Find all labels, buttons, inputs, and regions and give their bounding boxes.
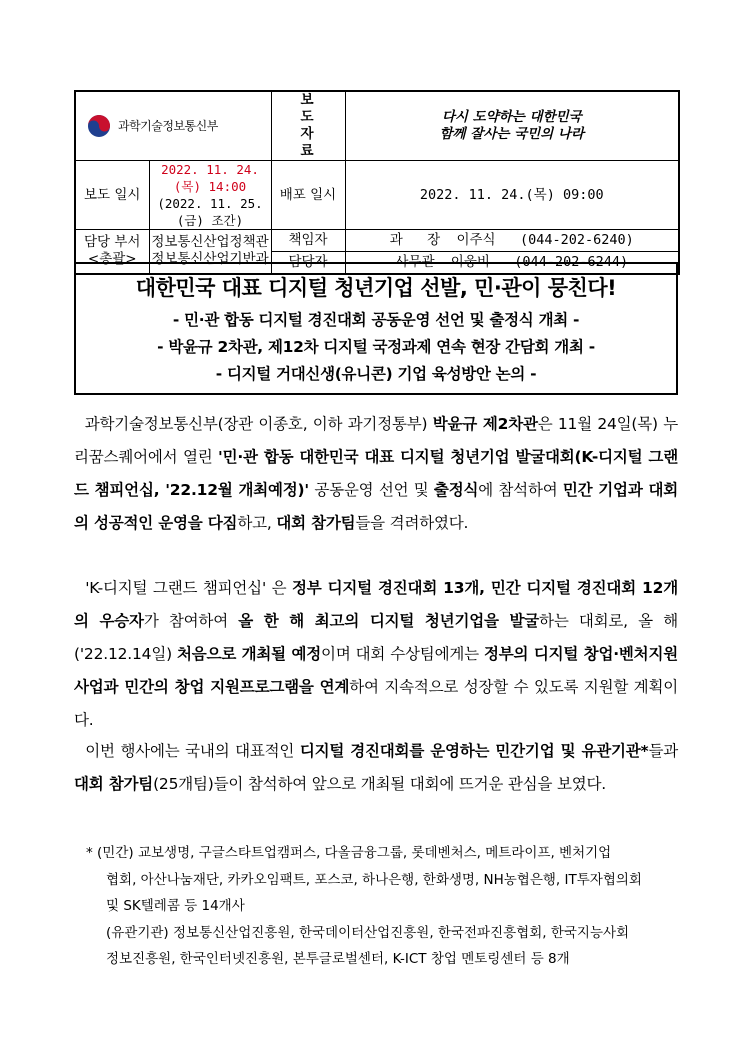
dist-date-label: 배포 일시: [271, 161, 345, 230]
p2-bold-f: 처음으로 개최될 예정: [177, 645, 322, 663]
responsible-value: 과 장 이주식 (044-202-6240): [345, 230, 679, 252]
contact-value: 사무관 이웅비 (044-202-6244): [345, 252, 679, 274]
footnote-line-2: 협회, 아산나눔재단, 카카오임팩트, 포스코, 하나은행, 한화생명, NH농협은행, IT투자협의회: [106, 871, 642, 888]
p3-bold-b: 디지털 경진대회를 운영하는 민간기업 및 유관기관*: [299, 742, 649, 760]
dept-1: 정보통신산업정책관: [151, 234, 269, 251]
slogan: [345, 91, 679, 161]
p2-bold-d: 올 한 해 최고의 디지털 청년기업을 발굴: [238, 612, 540, 630]
slogan-line-1: 다시 도약하는 대한민국: [441, 109, 582, 125]
subhead-2: - 박윤규 2차관, 제12차 디지털 국정과제 연속 현장 간담회 개최 -: [157, 338, 595, 356]
footnote-line-5: 정보진흥원, 한국인터넷진흥원, 본투글로벌센터, K-ICT 창업 멘토링센터 등 8개: [106, 951, 570, 967]
p3-text-c: 들과: [648, 742, 678, 760]
subhead-3: - 디지털 거대신생(유니콘) 기업 육성방안 논의 -: [215, 365, 537, 383]
footnote-line-1: * (민간) 교보생명, 구글스타트업캠퍼스, 다올금융그룹, 롯데벤처스, 메트라이프, 벤처기업: [86, 845, 612, 861]
p3-text-e: (25개팀)들이 참석하여 앞으로 개최될 대회에 뜨거운 관심을 보였다.: [153, 775, 606, 793]
paragraph-3: [74, 735, 678, 801]
p1-text-e: 공동운영 선언 및: [308, 481, 434, 499]
dept-2: 정보통신산업기반과: [151, 251, 269, 268]
headline-title: 대한민국 대표 디지털 청년기업 선발, 민·관이 뭉친다!: [135, 276, 617, 300]
contact-label: 담당자: [271, 252, 345, 274]
p1-text-g: 에 참석하여: [478, 481, 563, 499]
press-release-title: 보 도 자 료: [271, 91, 345, 161]
p2-text-c: 가 참여하여: [143, 612, 239, 630]
p1-bold-d: '민·관 합동 대한민국 대표 디지털 청년기업 발굴대회(K-디지털 그랜드 챔피언십, '22.12월 개최예정)': [74, 448, 678, 499]
taegeuk-logo-icon: [86, 113, 112, 139]
subhead-1: - 민·관 합동 디지털 경진대회 공동운영 선언 및 출정식 개최 -: [172, 311, 580, 329]
dept-label-1: 담당 부서: [84, 234, 141, 251]
paragraph-1: [74, 408, 678, 540]
p1-bold-f: 출정식: [433, 481, 479, 499]
dept-label-2: <총괄>: [87, 251, 137, 268]
footnote-line-3: 및 SK텔레콤 등 14개사: [106, 898, 245, 914]
p1-bold-h: 민간 기업과 대회의 성공적인 운영을 다짐: [74, 481, 679, 532]
responsible-label: 책임자: [271, 230, 345, 252]
report-date-sub: (2022. 11. 25.(금) 조간): [157, 196, 263, 228]
report-date-cell: [149, 161, 271, 230]
p1-bold-b: 박윤규 제2차관: [432, 415, 538, 433]
p3-bold-d: 대회 참가팀: [74, 775, 154, 793]
p2-text-i: 하여 지속적으로 성장할 수 있도록 지원할 계획이다.: [74, 678, 678, 729]
report-date-label: 보도 일시: [75, 161, 149, 230]
report-date-main: 2022. 11. 24.(목) 14:00: [161, 162, 259, 194]
p2-bold-b: 정부 디지털 경진대회 13개, 민간 디지털 경진대회 12개의 우승자: [74, 579, 678, 630]
p1-text-i: 하고,: [237, 514, 277, 532]
p1-text-c: 은 11월 24일(목) 누리꿈스퀘어에서 열린: [74, 415, 678, 466]
p2-text-g: 이며 대회 수상팀에게는: [321, 645, 484, 663]
header-table: [74, 90, 680, 275]
logo-cell: [75, 91, 271, 161]
p1-text-a: 과학기술정보통신부(장관 이종호, 이하 과기정통부): [84, 415, 433, 433]
p1-text-k: 들을 격려하였다.: [355, 514, 469, 532]
footnote: [86, 840, 680, 973]
dist-date-value: 2022. 11. 24.(목) 09:00: [345, 161, 679, 230]
paragraph-2: [74, 572, 678, 737]
p2-bold-h: 정부의 디지털 창업·벤처지원사업과 민간의 창업 지원프로그램을 연계: [74, 645, 678, 696]
slogan-line-2: 함께 잘사는 국민의 나라: [439, 126, 585, 142]
ministry-name: 과학기술정보통신부: [118, 118, 218, 133]
footnote-line-4: (유관기관) 정보통신산업진흥원, 한국데이터산업진흥원, 한국전파진흥협회, 한국지능사회: [106, 924, 630, 941]
p2-text-a: 'K-디지털 그랜드 챔피언십' 은: [85, 579, 292, 597]
p3-text-a: 이번 행사에는 국내의 대표적인: [85, 742, 300, 760]
headline-box: [74, 262, 678, 395]
p1-bold-j: 대회 참가팀: [276, 514, 356, 532]
p2-text-e: 하는 대회로, 올 해('22.12.14일): [74, 612, 678, 663]
